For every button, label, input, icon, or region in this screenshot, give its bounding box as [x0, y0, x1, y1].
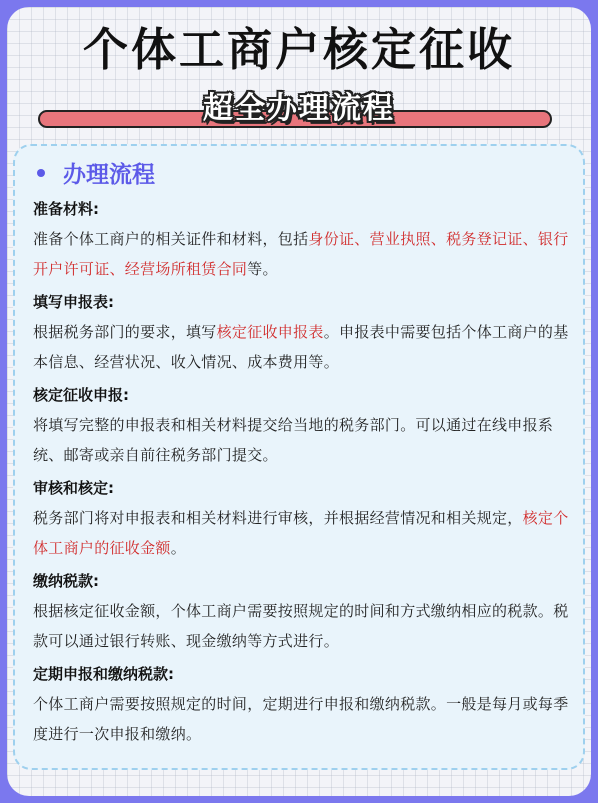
process-steps [33, 194, 578, 752]
highlighted-text: 核定个体工商户的征收金额 [33, 509, 569, 557]
page-subtitle: 超全办理流程 [203, 91, 395, 126]
body-text: 将填写完整的申报表和相关材料提交给当地的税务部门。可以通过在线申报系统、邮寄或亲自前往税务部门提交。 [33, 416, 554, 464]
body-text: 根据核定征收金额，个体工商户需要按照规定的时间和方式缴纳相应的税款。税款可以通过银行转账、现金缴纳等方式进行。 [33, 602, 569, 650]
step-heading: 缴纳税款: [33, 572, 99, 590]
step-description [33, 596, 578, 656]
bullet-dot-icon [37, 169, 45, 177]
body-text: 根据税务部门的要求，填写 [33, 323, 217, 341]
step-heading: 填写申报表: [33, 293, 114, 311]
page-title: 个体工商户核定征收 [82, 23, 515, 76]
body-text: 个体工商户需要按照规定的时间，定期进行申报和缴纳税款。一般是每月或每季度进行一次申报和缴纳。 [33, 695, 569, 743]
panel-title: 办理流程 [63, 162, 155, 188]
process-step [33, 380, 578, 470]
step-description [33, 503, 578, 563]
process-panel [13, 144, 585, 770]
body-text: 税务部门将对申报表和相关材料进行审核，并根据经营情况和相关规定， [33, 509, 523, 527]
process-step [33, 566, 578, 656]
step-heading: 核定征收申报: [33, 386, 129, 404]
panel-header [37, 156, 155, 189]
body-text: 。申报表中需要包括个体工商户的基本信息、经营状况、收入情况、成本费用等。 [33, 323, 569, 371]
step-description [33, 689, 578, 749]
process-step [33, 287, 578, 377]
step-heading: 审核和核定: [33, 479, 114, 497]
body-text: 等。 [247, 260, 278, 278]
step-heading: 准备材料: [33, 200, 99, 218]
highlighted-text: 核定征收申报表 [216, 323, 324, 341]
body-text: 。 [170, 539, 187, 557]
process-step [33, 194, 578, 284]
highlighted-text: 身份证、营业执照、税务登记证、银行开户许可证、经营场所租赁合同 [33, 230, 569, 278]
step-heading: 定期申报和缴纳税款: [33, 665, 174, 683]
step-description [33, 410, 578, 470]
process-step [33, 659, 578, 749]
body-text: 准备个体工商户的相关证件和材料，包括 [33, 230, 309, 248]
step-description [33, 317, 578, 377]
step-description [33, 224, 578, 284]
process-step [33, 473, 578, 563]
